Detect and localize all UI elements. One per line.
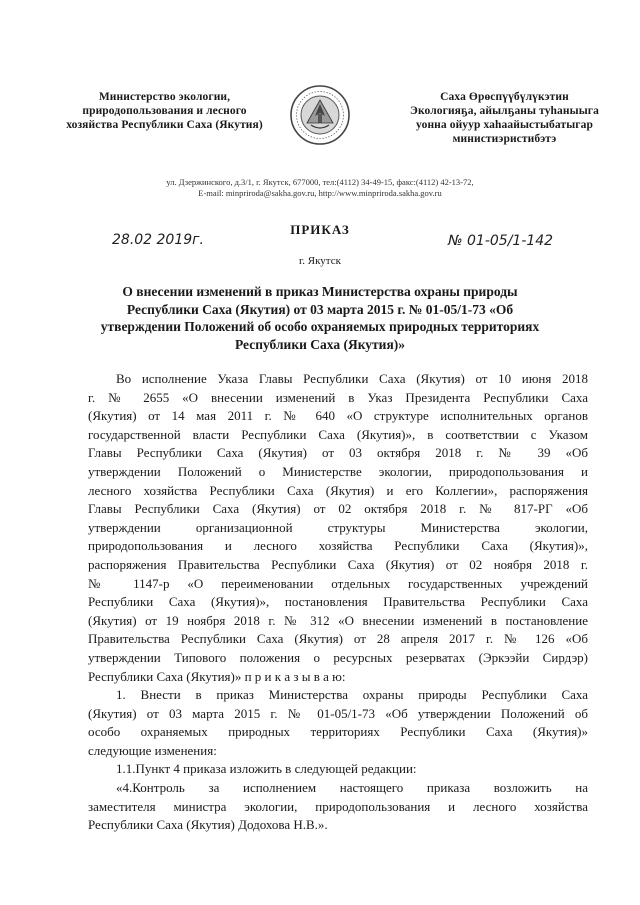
body-line: Главы Республики Саха (Якутия) от 02 октября 2018 г. № 817-РГ «Об (88, 501, 588, 517)
contact-email: E-mail: minpriroda@sakha.gov.ru, http://www.minpriroda.sakha.gov.ru (198, 188, 442, 198)
ministry-name-line: уонна ойуур хаһаайыстыбатыгар (416, 119, 593, 131)
order-city: г. Якутск (299, 255, 341, 267)
ministry-name-russian (62, 90, 267, 132)
contact-address: ул. Дзержинского, д.3/1, г. Якутск, 677000, тел:(4112) 34-49-15, факс:(4112) 42-13-72, (166, 177, 474, 187)
body-line: Главы Республики Саха (Якутия) от 03 октября 2018 г. № 39 «Об (88, 445, 588, 461)
body-line: № 1147-р «О переименовании отдельных государственных учреждений (88, 575, 588, 591)
ministry-name-yakut (392, 90, 617, 146)
order-body (88, 370, 588, 835)
body-line: (Якутия) от 03 марта 2015 г. № 01-05/1-73 «Об утверждении Положений об (88, 705, 588, 721)
body-line: природопользования и лесного хозяйства Республики Саха (Якутия)», (88, 538, 588, 554)
body-line: Республики Саха (Якутия)», постановления Правительства Республики Саха (88, 594, 588, 610)
subject-line: утверждении Положений об особо охраняемых природных территориях (100, 319, 540, 334)
ministry-name-line: природопользования и лесного (82, 105, 247, 117)
body-line: (Якутия) от 19 ноября 2018 г. № 312 «О внесении изменений в постановление (88, 612, 588, 628)
coat-of-arms-icon (289, 84, 351, 146)
subject-line: О внесении изменений в приказ Министерства охраны природы (122, 284, 518, 299)
order-number: № 01-05/1-142 (448, 233, 554, 249)
body-line: Во исполнение Указа Главы Республики Саха (Якутия) от 10 июня 2018 (116, 371, 588, 386)
body-line: «4.Контроль за исполнением настоящего приказа возложить на (116, 780, 588, 796)
ministry-name-line: хозяйства Республики Саха (Якутия) (66, 119, 263, 131)
subject-line: Республики Саха (Якутия)» (234, 336, 405, 352)
subject-line: Республики Саха (Якутия) от 03 марта 2015 г. № 01-05/1-73 «Об (126, 301, 514, 317)
body-line: распоряжения Правительства Республики Саха (Якутия) от 02 ноября 2018 г. (88, 556, 588, 572)
order-date: 28.02 2019г. (112, 232, 204, 248)
body-line: заместителя министра экологии, природопользования и лесного хозяйства (88, 798, 588, 814)
body-line: Республики Саха (Якутия)» п р и к а з ы в а ю: (88, 668, 346, 684)
body-line: государственной власти Республики Саха (Якутия)», в соответствии с Указом (88, 426, 588, 442)
body-line: (Якутия) от 14 мая 2011 г. № 640 «О структуре исполнительных органов (88, 408, 588, 424)
body-line: 1.1.Пункт 4 приказа изложить в следующей редакции: (116, 761, 417, 777)
body-line: лесного хозяйства Республики Саха (Якутия) и его Коллегии», распоряжения (88, 482, 588, 498)
order-subject (95, 283, 545, 353)
body-line: Республики Саха (Якутия) Додохова Н.В.». (88, 817, 328, 833)
ministry-name-line: Экологияҕа, айылҕаны туһаныыга (410, 105, 599, 117)
body-line: г. № 2655 «О внесении изменений в Указ Президента Республики Саха (88, 389, 588, 405)
body-line: утверждении Положений о Министерстве экологии, природопользования и (88, 463, 588, 479)
body-line: утверждении организационной структуры Министерства экологии, (88, 519, 588, 535)
body-line: Правительства Республики Саха (Якутия) от 28 апреля 2017 г. № 126 «Об (88, 631, 588, 647)
ministry-name-line: Министерство экологии, (98, 91, 231, 103)
body-line: 1. Внести в приказ Министерства охраны природы Республики Саха (116, 687, 588, 703)
order-title: ПРИКАЗ (290, 222, 350, 237)
body-line: следующие изменения: (88, 742, 217, 758)
body-line: особо охраняемых природных территориях Республики Саха (Якутия)» (88, 724, 588, 740)
ministry-name-line: министиэристибэтэ (452, 133, 557, 145)
body-line: утверждении Типового положения о ресурсных резерватах (Эркээйи Сирдэр) (88, 649, 588, 665)
ministry-name-line: Саха Өрөспүүбүлүкэтин (440, 91, 569, 103)
